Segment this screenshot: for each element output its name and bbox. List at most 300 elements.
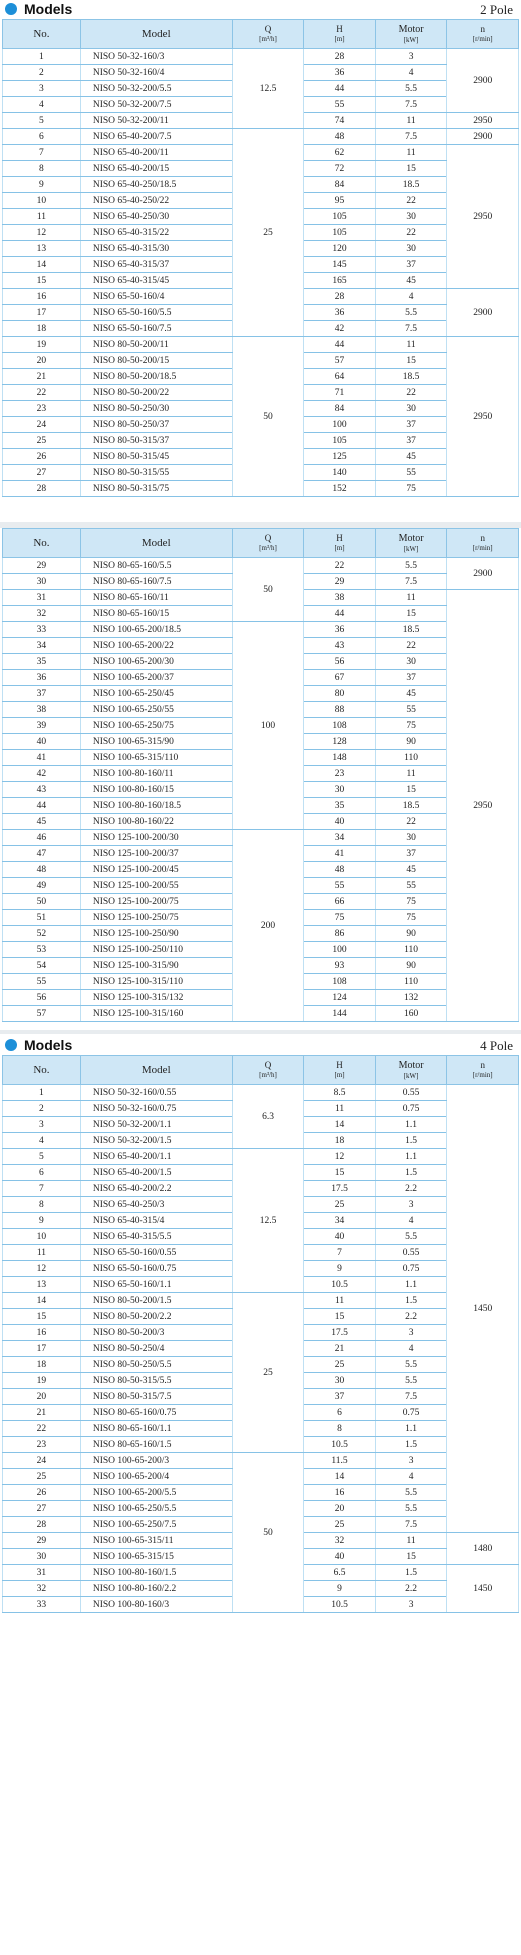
cell-no: 21 <box>3 1405 81 1421</box>
cell-motor: 0.75 <box>375 1101 447 1117</box>
cell-h: 105 <box>304 433 376 449</box>
cell-no: 8 <box>3 161 81 177</box>
cell-h: 86 <box>304 926 376 942</box>
cell-motor: 30 <box>375 209 447 225</box>
cell-no: 43 <box>3 782 81 798</box>
cell-model: NISO 65-40-250/18.5 <box>80 177 232 193</box>
cell-no: 19 <box>3 337 81 353</box>
cell-model: NISO 65-40-315/37 <box>80 257 232 273</box>
cell-model: NISO 80-50-315/75 <box>80 481 232 497</box>
cell-h: 14 <box>304 1117 376 1133</box>
cell-no: 17 <box>3 1341 81 1357</box>
cell-h: 11 <box>304 1101 376 1117</box>
cell-h: 120 <box>304 241 376 257</box>
cell-h: 152 <box>304 481 376 497</box>
cell-no: 3 <box>3 81 81 97</box>
cell-n: 2950 <box>447 113 519 129</box>
cell-model: NISO 80-50-315/55 <box>80 465 232 481</box>
cell-no: 56 <box>3 990 81 1006</box>
cell-model: NISO 80-50-200/22 <box>80 385 232 401</box>
cell-model: NISO 80-50-250/30 <box>80 401 232 417</box>
cell-no: 57 <box>3 1006 81 1022</box>
cell-n: 1450 <box>447 1565 519 1613</box>
cell-h: 36 <box>304 65 376 81</box>
cell-no: 5 <box>3 113 81 129</box>
cell-no: 15 <box>3 273 81 289</box>
cell-h: 140 <box>304 465 376 481</box>
cell-no: 49 <box>3 878 81 894</box>
cell-model: NISO 50-32-200/1.1 <box>80 1117 232 1133</box>
cell-model: NISO 65-40-315/45 <box>80 273 232 289</box>
cell-no: 13 <box>3 1277 81 1293</box>
cell-no: 28 <box>3 481 81 497</box>
cell-motor: 7.5 <box>375 97 447 113</box>
cell-h: 105 <box>304 209 376 225</box>
cell-h: 9 <box>304 1261 376 1277</box>
cell-model: NISO 100-80-160/2.2 <box>80 1581 232 1597</box>
cell-motor: 160 <box>375 1006 447 1022</box>
cell-q: 200 <box>232 830 304 1022</box>
cell-h: 28 <box>304 289 376 305</box>
cell-motor: 3 <box>375 1597 447 1613</box>
cell-model: NISO 80-50-315/5.5 <box>80 1373 232 1389</box>
cell-model: NISO 50-32-200/11 <box>80 113 232 129</box>
cell-motor: 15 <box>375 606 447 622</box>
cell-no: 2 <box>3 1101 81 1117</box>
cell-h: 124 <box>304 990 376 1006</box>
cell-model: NISO 80-50-200/1.5 <box>80 1293 232 1309</box>
cell-h: 18 <box>304 1133 376 1149</box>
table-row <box>3 558 519 574</box>
cell-h: 75 <box>304 910 376 926</box>
cell-no: 22 <box>3 385 81 401</box>
cell-motor: 4 <box>375 1213 447 1229</box>
cell-h: 108 <box>304 974 376 990</box>
cell-h: 48 <box>304 862 376 878</box>
cell-h: 29 <box>304 574 376 590</box>
cell-no: 48 <box>3 862 81 878</box>
cell-motor: 1.1 <box>375 1149 447 1165</box>
cell-no: 45 <box>3 814 81 830</box>
cell-h: 144 <box>304 1006 376 1022</box>
cell-model: NISO 125-100-200/45 <box>80 862 232 878</box>
cell-h: 67 <box>304 670 376 686</box>
pole-label: 4 Pole <box>480 1038 513 1053</box>
cell-no: 21 <box>3 369 81 385</box>
cell-model: NISO 100-65-250/55 <box>80 702 232 718</box>
cell-model: NISO 80-50-315/45 <box>80 449 232 465</box>
cell-h: 22 <box>304 558 376 574</box>
cell-model: NISO 50-32-160/4 <box>80 65 232 81</box>
cell-h: 20 <box>304 1501 376 1517</box>
cell-h: 42 <box>304 321 376 337</box>
cell-h: 35 <box>304 798 376 814</box>
cell-motor: 3 <box>375 1197 447 1213</box>
cell-motor: 18.5 <box>375 369 447 385</box>
cell-no: 2 <box>3 65 81 81</box>
cell-q: 12.5 <box>232 49 304 129</box>
cell-no: 29 <box>3 1533 81 1549</box>
cell-no: 12 <box>3 225 81 241</box>
cell-no: 28 <box>3 1517 81 1533</box>
cell-model: NISO 80-50-200/11 <box>80 337 232 353</box>
cell-h: 55 <box>304 878 376 894</box>
cell-motor: 22 <box>375 225 447 241</box>
section-title: Models <box>24 1 73 17</box>
cell-no: 32 <box>3 1581 81 1597</box>
col-header-model: Model <box>80 20 232 49</box>
cell-no: 1 <box>3 1085 81 1101</box>
cell-no: 50 <box>3 894 81 910</box>
cell-h: 25 <box>304 1197 376 1213</box>
cell-motor: 0.55 <box>375 1245 447 1261</box>
col-header-h: H [m] <box>304 1056 376 1085</box>
cell-model: NISO 65-50-160/5.5 <box>80 305 232 321</box>
cell-motor: 75 <box>375 718 447 734</box>
cell-model: NISO 100-80-160/3 <box>80 1597 232 1613</box>
cell-h: 6 <box>304 1405 376 1421</box>
cell-motor: 45 <box>375 686 447 702</box>
cell-model: NISO 65-50-160/0.75 <box>80 1261 232 1277</box>
cell-no: 7 <box>3 145 81 161</box>
cell-no: 9 <box>3 1213 81 1229</box>
cell-h: 43 <box>304 638 376 654</box>
cell-model: NISO 65-40-200/2.2 <box>80 1181 232 1197</box>
cell-model: NISO 100-65-200/22 <box>80 638 232 654</box>
cell-motor: 37 <box>375 846 447 862</box>
cell-model: NISO 80-50-250/5.5 <box>80 1357 232 1373</box>
cell-motor: 110 <box>375 974 447 990</box>
cell-motor: 11 <box>375 590 447 606</box>
cell-model: NISO 125-100-315/110 <box>80 974 232 990</box>
cell-h: 64 <box>304 369 376 385</box>
cell-h: 11.5 <box>304 1453 376 1469</box>
cell-motor: 1.5 <box>375 1165 447 1181</box>
cell-model: NISO 100-65-315/11 <box>80 1533 232 1549</box>
cell-no: 3 <box>3 1117 81 1133</box>
cell-model: NISO 65-40-315/4 <box>80 1213 232 1229</box>
cell-q: 12.5 <box>232 1149 304 1293</box>
cell-model: NISO 80-50-200/18.5 <box>80 369 232 385</box>
cell-motor: 30 <box>375 241 447 257</box>
cell-h: 72 <box>304 161 376 177</box>
table-row <box>3 129 519 145</box>
cell-h: 40 <box>304 1229 376 1245</box>
cell-motor: 75 <box>375 910 447 926</box>
cell-h: 80 <box>304 686 376 702</box>
cell-q: 50 <box>232 337 304 497</box>
cell-h: 57 <box>304 353 376 369</box>
cell-model: NISO 125-100-250/90 <box>80 926 232 942</box>
cell-model: NISO 100-65-315/90 <box>80 734 232 750</box>
cell-q: 25 <box>232 1293 304 1453</box>
table-row <box>3 1293 519 1309</box>
cell-h: 148 <box>304 750 376 766</box>
cell-model: NISO 100-80-160/15 <box>80 782 232 798</box>
cell-motor: 2.2 <box>375 1181 447 1197</box>
col-header-h: H [m] <box>304 529 376 558</box>
models-table <box>2 19 519 497</box>
cell-motor: 37 <box>375 417 447 433</box>
cell-h: 16 <box>304 1485 376 1501</box>
cell-no: 22 <box>3 1421 81 1437</box>
cell-model: NISO 80-50-250/4 <box>80 1341 232 1357</box>
cell-h: 93 <box>304 958 376 974</box>
cell-model: NISO 125-100-315/132 <box>80 990 232 1006</box>
col-header-no: No. <box>3 1056 81 1085</box>
cell-h: 9 <box>304 1581 376 1597</box>
col-header-q: Q [m³/h] <box>232 1056 304 1085</box>
cell-model: NISO 65-40-200/7.5 <box>80 129 232 145</box>
section-header <box>0 0 521 19</box>
cell-model: NISO 65-50-160/7.5 <box>80 321 232 337</box>
cell-model: NISO 100-65-315/15 <box>80 1549 232 1565</box>
section-2pole-part1 <box>0 0 521 497</box>
cell-motor: 4 <box>375 289 447 305</box>
cell-model: NISO 100-65-200/18.5 <box>80 622 232 638</box>
cell-h: 37 <box>304 1389 376 1405</box>
cell-h: 17.5 <box>304 1181 376 1197</box>
cell-motor: 3 <box>375 49 447 65</box>
cell-model: NISO 125-100-200/55 <box>80 878 232 894</box>
cell-n: 2900 <box>447 49 519 113</box>
cell-h: 11 <box>304 1293 376 1309</box>
cell-motor: 37 <box>375 257 447 273</box>
cell-no: 32 <box>3 606 81 622</box>
cell-model: NISO 65-40-315/5.5 <box>80 1229 232 1245</box>
cell-motor: 5.5 <box>375 305 447 321</box>
cell-no: 6 <box>3 129 81 145</box>
cell-n: 2900 <box>447 558 519 590</box>
cell-h: 34 <box>304 1213 376 1229</box>
cell-model: NISO 80-65-160/15 <box>80 606 232 622</box>
table-row <box>3 1085 519 1101</box>
section-header <box>0 1036 521 1055</box>
cell-motor: 0.55 <box>375 1085 447 1101</box>
cell-no: 14 <box>3 257 81 273</box>
cell-h: 56 <box>304 654 376 670</box>
table-row <box>3 622 519 638</box>
cell-no: 9 <box>3 177 81 193</box>
cell-h: 55 <box>304 97 376 113</box>
cell-q: 6.3 <box>232 1085 304 1149</box>
cell-n: 2950 <box>447 590 519 1022</box>
cell-h: 84 <box>304 177 376 193</box>
cell-n: 1480 <box>447 1533 519 1565</box>
cell-motor: 3 <box>375 1453 447 1469</box>
cell-h: 15 <box>304 1165 376 1181</box>
cell-no: 37 <box>3 686 81 702</box>
cell-h: 62 <box>304 145 376 161</box>
cell-model: NISO 65-50-160/0.55 <box>80 1245 232 1261</box>
col-header-model: Model <box>80 529 232 558</box>
cell-model: NISO 125-100-315/160 <box>80 1006 232 1022</box>
cell-model: NISO 80-65-160/11 <box>80 590 232 606</box>
cell-h: 66 <box>304 894 376 910</box>
cell-motor: 0.75 <box>375 1261 447 1277</box>
cell-motor: 11 <box>375 145 447 161</box>
cell-model: NISO 80-65-160/0.75 <box>80 1405 232 1421</box>
cell-no: 42 <box>3 766 81 782</box>
cell-motor: 11 <box>375 766 447 782</box>
table-body <box>3 558 519 1022</box>
cell-h: 44 <box>304 337 376 353</box>
table-row <box>3 1453 519 1469</box>
cell-motor: 2.2 <box>375 1581 447 1597</box>
cell-motor: 22 <box>375 193 447 209</box>
cell-model: NISO 65-50-160/4 <box>80 289 232 305</box>
cell-model: NISO 65-40-250/3 <box>80 1197 232 1213</box>
cell-n: 2900 <box>447 289 519 337</box>
cell-no: 41 <box>3 750 81 766</box>
cell-no: 26 <box>3 1485 81 1501</box>
cell-motor: 1.5 <box>375 1293 447 1309</box>
cell-model: NISO 125-100-200/75 <box>80 894 232 910</box>
cell-motor: 37 <box>375 433 447 449</box>
cell-motor: 5.5 <box>375 558 447 574</box>
cell-no: 24 <box>3 417 81 433</box>
cell-motor: 7.5 <box>375 1389 447 1405</box>
cell-model: NISO 50-32-160/0.75 <box>80 1101 232 1117</box>
cell-motor: 15 <box>375 1549 447 1565</box>
cell-h: 48 <box>304 129 376 145</box>
cell-no: 31 <box>3 590 81 606</box>
cell-no: 30 <box>3 574 81 590</box>
cell-motor: 7.5 <box>375 129 447 145</box>
cell-h: 44 <box>304 81 376 97</box>
col-header-motor: Motor [kW] <box>375 1056 447 1085</box>
cell-no: 33 <box>3 622 81 638</box>
cell-h: 12 <box>304 1149 376 1165</box>
cell-h: 8 <box>304 1421 376 1437</box>
cell-motor: 7.5 <box>375 1517 447 1533</box>
cell-model: NISO 80-50-200/15 <box>80 353 232 369</box>
cell-h: 36 <box>304 305 376 321</box>
cell-motor: 45 <box>375 862 447 878</box>
cell-model: NISO 65-40-315/30 <box>80 241 232 257</box>
cell-no: 52 <box>3 926 81 942</box>
section-4pole <box>0 1036 521 1613</box>
cell-h: 6.5 <box>304 1565 376 1581</box>
cell-motor: 110 <box>375 750 447 766</box>
cell-motor: 15 <box>375 782 447 798</box>
cell-motor: 7.5 <box>375 321 447 337</box>
cell-no: 27 <box>3 1501 81 1517</box>
cell-no: 34 <box>3 638 81 654</box>
cell-model: NISO 125-100-200/30 <box>80 830 232 846</box>
cell-model: NISO 65-40-315/22 <box>80 225 232 241</box>
cell-no: 30 <box>3 1549 81 1565</box>
cell-h: 36 <box>304 622 376 638</box>
cell-motor: 5.5 <box>375 1357 447 1373</box>
cell-motor: 37 <box>375 670 447 686</box>
cell-motor: 22 <box>375 385 447 401</box>
cell-no: 1 <box>3 49 81 65</box>
cell-model: NISO 100-65-200/5.5 <box>80 1485 232 1501</box>
col-header-model: Model <box>80 1056 232 1085</box>
col-header-no: No. <box>3 20 81 49</box>
cell-motor: 55 <box>375 465 447 481</box>
cell-model: NISO 80-65-160/1.1 <box>80 1421 232 1437</box>
cell-no: 18 <box>3 321 81 337</box>
cell-motor: 1.1 <box>375 1421 447 1437</box>
cell-h: 32 <box>304 1533 376 1549</box>
cell-h: 10.5 <box>304 1437 376 1453</box>
cell-no: 4 <box>3 97 81 113</box>
cell-no: 35 <box>3 654 81 670</box>
cell-model: NISO 80-50-250/37 <box>80 417 232 433</box>
cell-model: NISO 50-32-160/3 <box>80 49 232 65</box>
cell-h: 125 <box>304 449 376 465</box>
cell-h: 71 <box>304 385 376 401</box>
cell-model: NISO 50-32-160/0.55 <box>80 1085 232 1101</box>
cell-motor: 132 <box>375 990 447 1006</box>
cell-h: 108 <box>304 718 376 734</box>
cell-motor: 5.5 <box>375 1501 447 1517</box>
table-row <box>3 337 519 353</box>
col-header-q: Q [m³/h] <box>232 529 304 558</box>
cell-n: 2900 <box>447 129 519 145</box>
cell-model: NISO 65-50-160/1.1 <box>80 1277 232 1293</box>
cell-motor: 5.5 <box>375 1373 447 1389</box>
pole-label: 2 Pole <box>480 2 513 17</box>
cell-no: 20 <box>3 1389 81 1405</box>
cell-no: 24 <box>3 1453 81 1469</box>
cell-h: 41 <box>304 846 376 862</box>
cell-h: 105 <box>304 225 376 241</box>
col-header-motor: Motor [kW] <box>375 20 447 49</box>
cell-h: 28 <box>304 49 376 65</box>
cell-h: 100 <box>304 942 376 958</box>
cell-no: 46 <box>3 830 81 846</box>
cell-no: 17 <box>3 305 81 321</box>
cell-model: NISO 125-100-250/75 <box>80 910 232 926</box>
cell-motor: 1.5 <box>375 1133 447 1149</box>
cell-no: 33 <box>3 1597 81 1613</box>
cell-motor: 1.5 <box>375 1437 447 1453</box>
cell-h: 17.5 <box>304 1325 376 1341</box>
cell-n: 2950 <box>447 337 519 497</box>
cell-motor: 15 <box>375 353 447 369</box>
bullet-dot-icon <box>5 3 17 15</box>
cell-h: 14 <box>304 1469 376 1485</box>
col-header-q: Q [m³/h] <box>232 20 304 49</box>
col-header-n: n [r/min] <box>447 20 519 49</box>
cell-h: 30 <box>304 1373 376 1389</box>
cell-motor: 22 <box>375 638 447 654</box>
cell-no: 11 <box>3 1245 81 1261</box>
cell-model: NISO 65-40-200/1.1 <box>80 1149 232 1165</box>
col-header-n: n [r/min] <box>447 1056 519 1085</box>
cell-model: NISO 125-100-200/37 <box>80 846 232 862</box>
cell-h: 25 <box>304 1357 376 1373</box>
table-row <box>3 1149 519 1165</box>
cell-no: 54 <box>3 958 81 974</box>
models-table <box>2 528 519 1022</box>
cell-no: 29 <box>3 558 81 574</box>
cell-model: NISO 100-65-250/7.5 <box>80 1517 232 1533</box>
col-header-n: n [r/min] <box>447 529 519 558</box>
cell-model: NISO 65-40-250/30 <box>80 209 232 225</box>
cell-motor: 22 <box>375 814 447 830</box>
cell-h: 145 <box>304 257 376 273</box>
cell-h: 25 <box>304 1517 376 1533</box>
cell-no: 23 <box>3 401 81 417</box>
cell-h: 40 <box>304 814 376 830</box>
cell-motor: 5.5 <box>375 81 447 97</box>
cell-model: NISO 80-50-315/7.5 <box>80 1389 232 1405</box>
cell-motor: 75 <box>375 481 447 497</box>
